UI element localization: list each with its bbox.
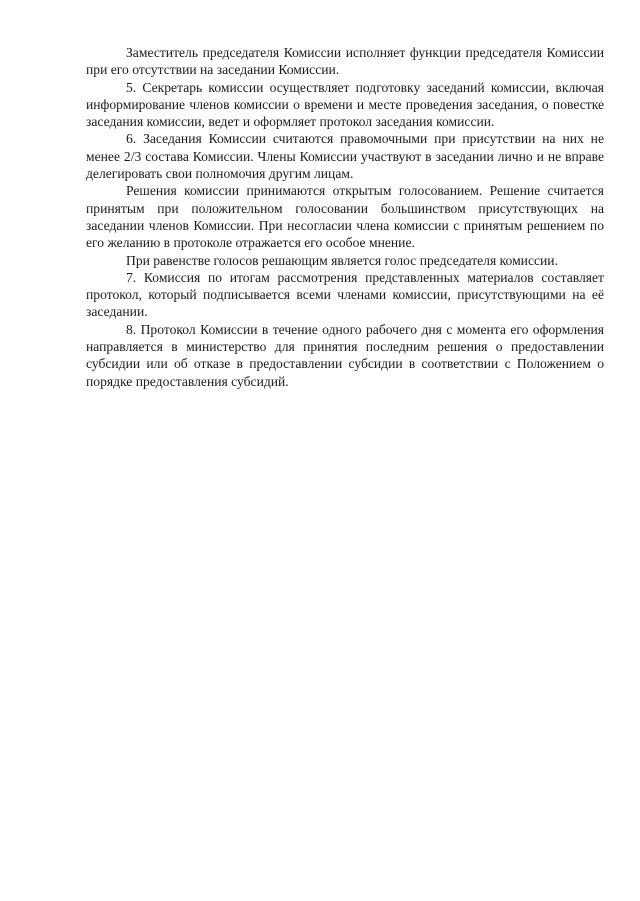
paragraph-quorum: 6. Заседания Комиссии считаются правомочными при присутствии на них не менее 2/3 состава Комиссии. Члены Комиссии участвуют в заседании лично и не вправе делегировать свои полномочия другим лицам. <box>86 131 604 182</box>
paragraph-deputy-chair: Заместитель председателя Комиссии исполняет функции председателя Комиссии при его отсутствии на заседании Комиссии. <box>86 45 604 78</box>
paragraph-secretary: 5. Секретарь комиссии осуществляет подготовку заседаний комиссии, включая информирование членов комиссии о времени и месте проведения заседания, о повестке заседания комиссии, ведет и оформляет протокол заседания комиссии. <box>86 79 604 130</box>
paragraph-protocol-submission: 8. Протокол Комиссии в течение одного рабочего дня с момента его оформления направляется в министерство для принятия последним решения о предоставлении субсидии или об отказе в предоставлении субсидии в соответствии с Положением о порядке предоставления субсидий. <box>86 321 604 389</box>
paragraph-protocol: 7. Комиссия по итогам рассмотрения представленных материалов составляет протокол, который подписывается всеми членами комиссии, присутствующими на её заседании. <box>86 269 604 320</box>
paragraph-voting: Решения комиссии принимаются открытым голосованием. Решение считается принятым при положительном голосовании большинством присутствующих на заседании членов Комиссии. При несогласии члена комиссии с принятым решением по его желанию в протоколе отражается его особое мнение. <box>86 183 604 251</box>
document-body <box>86 44 604 390</box>
paragraph-tie-vote: При равенстве голосов решающим является голос председателя комиссии. <box>126 252 558 268</box>
